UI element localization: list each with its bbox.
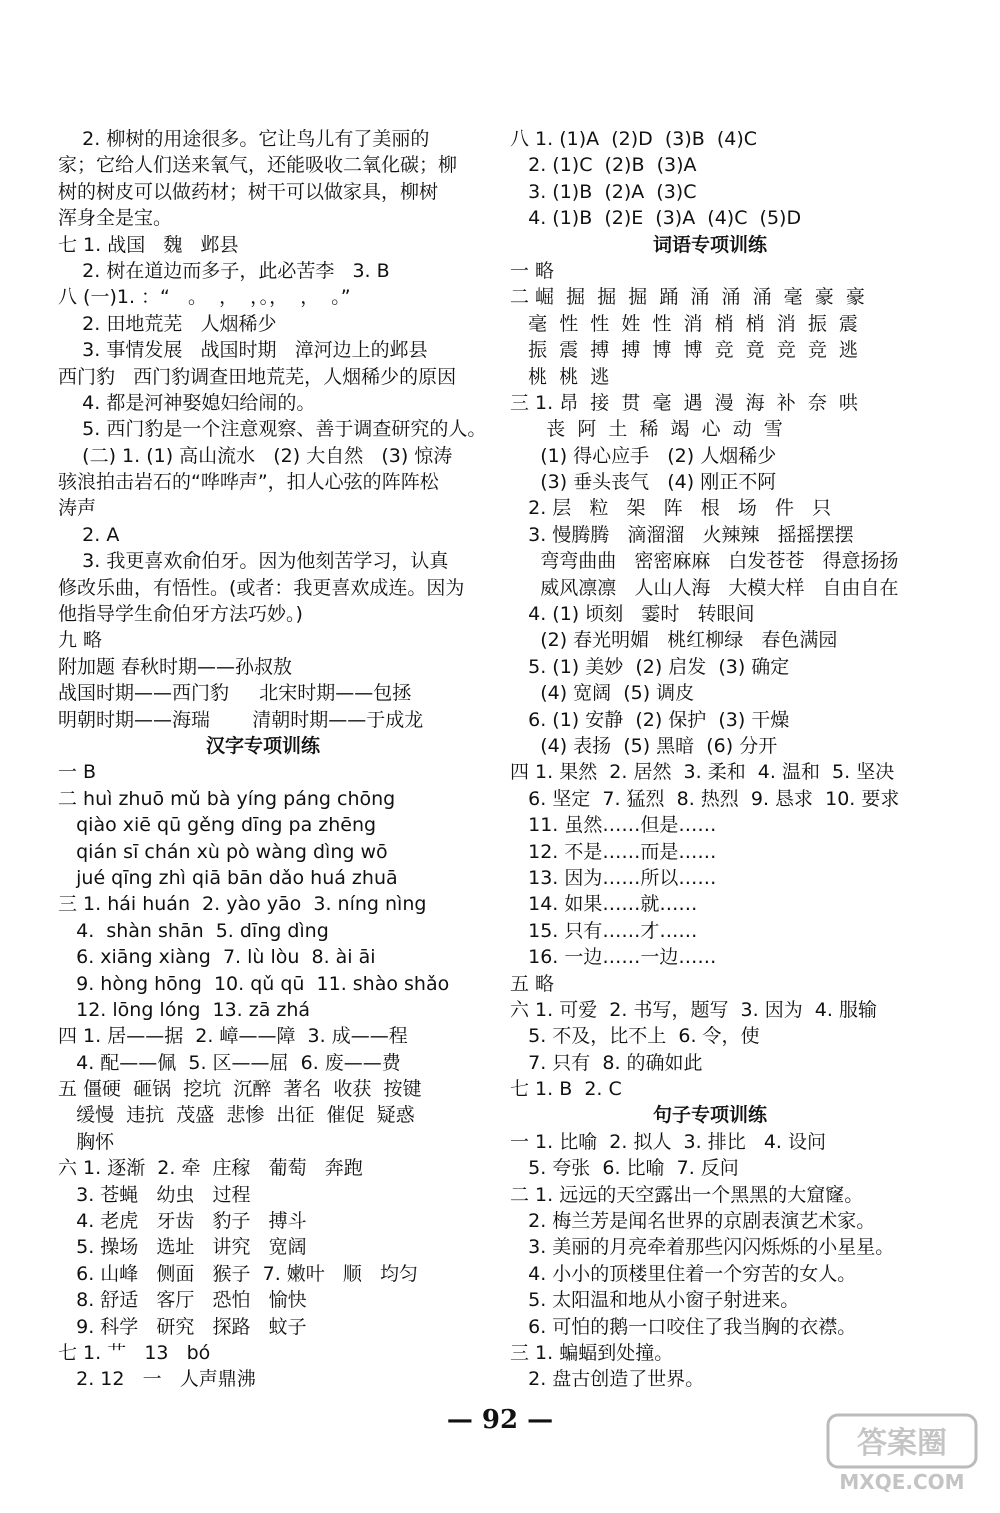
- answer-line: (1) 得心应手 (2) 人烟稀少: [510, 444, 777, 467]
- section-heading: 汉字专项训练: [205, 734, 320, 757]
- answer-line: 涛声: [58, 497, 97, 520]
- answer-line: 6. 坚定 7. 猛烈 8. 热烈 9. 恳求 10. 要求: [510, 787, 900, 810]
- answer-line: 3. 事情发展 战国时期 漳河边上的邺县: [58, 339, 428, 362]
- answer-line: 附加题 春秋时期——孙叔敖: [58, 655, 293, 678]
- answer-line: 4. shàn shān 5. dīng dìng: [58, 919, 329, 942]
- answer-line: 2. 梅兰芳是闻名世界的京剧表演艺术家。: [510, 1210, 876, 1233]
- answer-line: 二 huì zhuō mǔ bà yíng páng chōng: [58, 787, 396, 810]
- answer-line: 2. 层 粒 架 阵 根 场 件 只: [510, 497, 832, 520]
- answer-line: 2. 树在道边而多子，此必苦李 3. B: [58, 259, 390, 282]
- answer-line: 3. 美丽的月亮牵着那些闪闪烁烁的小星星。: [510, 1236, 895, 1259]
- answer-line: 三 1. 蝙蝠到处撞。: [510, 1341, 674, 1364]
- watermark-top-text: 答案圈: [857, 1426, 947, 1461]
- answer-line: 九 略: [58, 629, 103, 652]
- answer-line: 桃 桃 逃: [510, 365, 610, 388]
- answer-line: 西门豹 西门豹调查田地荒芜，人烟稀少的原因: [58, 365, 457, 388]
- answer-line: 9. hòng hōng 10. qǔ qū 11. shào shǎo: [58, 972, 450, 995]
- answer-line: 七 1. 战国 魏 邺县: [58, 233, 239, 256]
- answer-line: 一 略: [510, 259, 555, 282]
- answer-line: 胸怀: [58, 1130, 115, 1153]
- answer-line: 2. 盘古创造了世界。: [510, 1368, 705, 1391]
- answer-line: 2. (1)C (2)B (3)A: [510, 154, 697, 177]
- answer-line: 毫 性 性 姓 性 消 梢 梢 消 振 震: [510, 312, 858, 335]
- section-heading: 词语专项训练: [652, 233, 767, 256]
- answer-line: 家；它给人们送来氧气，还能吸收二氧化碳；柳: [58, 154, 458, 177]
- answer-line: 4. 都是河神娶媳妇给闹的。: [58, 391, 316, 414]
- answer-line: 6. (1) 安静 (2) 保护 (3) 干燥: [510, 708, 790, 731]
- answer-line: 7. 只有 8. 的确如此: [510, 1051, 703, 1074]
- answer-line: jué qīng zhì qiā bān dǎo huá zhuā: [58, 866, 398, 889]
- answer-line: 6. 山峰 侧面 猴子 7. 嫩叶 顺 均匀: [58, 1262, 419, 1285]
- answer-line: 五 僵硬 砸锅 挖坑 沉醉 著名 收获 按键: [58, 1078, 422, 1101]
- answer-line: 八 1. (1)A (2)D (3)B (4)C: [510, 128, 758, 150]
- answer-line: 缓慢 违抗 茂盛 悲惨 出征 催促 疑惑: [58, 1104, 415, 1127]
- watermark-bottom-text: MXQE.COM: [839, 1470, 965, 1494]
- answer-line: 七 1. 艹 13 bó: [58, 1341, 211, 1364]
- answer-line: 他指导学生俞伯牙方法巧妙。): [58, 603, 303, 626]
- answer-line: 5. (1) 美妙 (2) 启发 (3) 确定: [510, 655, 790, 678]
- answer-line: 5. 操场 选址 讲究 宽阔: [58, 1236, 307, 1259]
- answer-line: 威风凛凛 人山人海 大模大样 自由自在: [510, 576, 899, 599]
- answer-line: (4) 表扬 (5) 黑暗 (6) 分开: [510, 734, 778, 757]
- section-heading: 句子专项训练: [652, 1104, 767, 1127]
- answer-line: 修改乐曲，有悟性。(或者：我更喜欢成连。因为: [58, 576, 465, 599]
- answer-line: 二 崛 掘 掘 掘 踊 涌 涌 涌 毫 豪 豪: [510, 286, 865, 309]
- answer-line: 5. 西门豹是一个注意观察、善于调查研究的人。: [58, 418, 487, 441]
- answer-line: 2. 柳树的用途很多。它让鸟儿有了美丽的: [58, 128, 430, 150]
- answer-line: qiào xiē qū gěng dīng pa zhēng: [58, 814, 377, 837]
- answer-line: 树的树皮可以做药材；树干可以做家具，柳树: [58, 180, 439, 203]
- answer-line: 11. 虽然……但是……: [510, 814, 717, 837]
- answer-line: 六 1. 可爱 2. 书写，题写 3. 因为 4. 服输: [510, 998, 877, 1021]
- answer-line: 浑身全是宝。: [58, 207, 173, 230]
- answer-line: 4. (1) 顷刻 霎时 转眼间: [510, 603, 755, 626]
- answer-line: 四 1. 居——据 2. 嶂——障 3. 成——程: [58, 1025, 408, 1048]
- answer-line: 6. xiāng xiàng 7. lù lòu 8. ài āi: [58, 946, 376, 969]
- answer-line: 四 1. 果然 2. 居然 3. 柔和 4. 温和 5. 坚决: [510, 761, 895, 784]
- answer-line: (4) 宽阔 (5) 调皮: [510, 682, 695, 705]
- answer-line: 3. 我更喜欢俞伯牙。因为他刻苦学习，认真: [58, 550, 449, 573]
- watermark-logo: [822, 1409, 982, 1499]
- page-number: — 92 —: [446, 1405, 554, 1435]
- answer-line: 三 1. hái huán 2. yào yāo 3. níng nìng: [58, 893, 427, 916]
- answer-line: 4. 小小的顶楼里住着一个穷苦的女人。: [510, 1262, 857, 1285]
- answer-line: (2) 春光明媚 桃红柳绿 春色满园: [510, 629, 838, 652]
- answer-line: 2. 田地荒芜 人烟稀少: [58, 312, 277, 335]
- answer-line: 弯弯曲曲 密密麻麻 白发苍苍 得意扬扬: [510, 550, 899, 573]
- answer-line: 12. lōng lóng 13. zā zhá: [58, 998, 311, 1021]
- answer-line: 2. A: [58, 523, 120, 546]
- answer-line: 6. 可怕的鹅一口咬住了我当胸的衣襟。: [510, 1315, 857, 1338]
- answer-line: 六 1. 逐渐 2. 牵 庄稼 葡萄 奔跑: [58, 1157, 363, 1180]
- answer-line: 2. 12 一 人声鼎沸: [58, 1368, 256, 1391]
- answer-line: 3. (1)B (2)A (3)C: [510, 180, 697, 203]
- answer-line: 8. 舒适 客厅 恐怕 愉快: [58, 1289, 307, 1312]
- right-column: [510, 126, 910, 1393]
- answer-line: 9. 科学 研究 探路 蚊子: [58, 1315, 307, 1338]
- answer-line: 3. 苍蝇 幼虫 过程: [58, 1183, 251, 1206]
- answer-line: 二 1. 远远的天空露出一个黑黑的大窟窿。: [510, 1183, 864, 1206]
- answer-line: 八 (一)1. ：“ 。 ， ，。， ， 。”: [58, 286, 351, 309]
- answer-line: 3. 慢腾腾 滴溜溜 火辣辣 摇摇摆摆: [510, 523, 854, 546]
- answer-line: 一 B: [58, 761, 97, 784]
- answer-line: 振 震 搏 搏 博 博 竞 竟 竞 竞 逃: [510, 339, 858, 362]
- answer-line: 三 1. 昂 接 贯 毫 遇 漫 海 补 奈 哄: [510, 391, 858, 414]
- answer-line: 13. 因为……所以……: [510, 866, 717, 889]
- answer-line: 明朝时期——海瑞 清朝时期——于成龙: [58, 708, 424, 731]
- left-column: [58, 126, 487, 1393]
- answer-line: 16. 一边……一边……: [510, 946, 717, 969]
- answer-line: 5. 夸张 6. 比喻 7. 反问: [510, 1157, 739, 1180]
- answer-line: 4. (1)B (2)E (3)A (4)C (5)D: [510, 207, 802, 230]
- answer-line: 5. 不及，比不上 6. 令，使: [510, 1025, 760, 1048]
- answer-line: 14. 如果……就……: [510, 893, 698, 916]
- answer-line: 15. 只有……才……: [510, 919, 698, 942]
- answer-line: 骇浪拍击岩石的“哗哗声”，扣人心弦的阵阵松: [58, 471, 439, 494]
- answer-line: (3) 垂头丧气 (4) 刚正不阿: [510, 471, 777, 494]
- answer-line: 5. 太阳温和地从小窗子射进来。: [510, 1289, 800, 1312]
- answer-line: 4. 配——佩 5. 区——屈 6. 废——费: [58, 1051, 401, 1074]
- answer-line: (二) 1. (1) 高山流水 (2) 大自然 (3) 惊涛: [58, 444, 453, 467]
- answer-line: 4. 老虎 牙齿 豹子 搏斗: [58, 1210, 307, 1233]
- answer-line: 丧 阿 土 稀 竭 心 动 雪: [510, 418, 783, 441]
- answer-line: 一 1. 比喻 2. 拟人 3. 排比 4. 设问: [510, 1130, 826, 1153]
- answer-line: 五 略: [510, 972, 555, 995]
- answer-line: 12. 不是……而是……: [510, 840, 717, 863]
- answer-line: 七 1. B 2. C: [510, 1078, 622, 1101]
- answer-line: qián sī chán xù pò wàng dìng wō: [58, 840, 388, 863]
- answer-line: 战国时期——西门豹 北宋时期——包拯: [58, 682, 412, 705]
